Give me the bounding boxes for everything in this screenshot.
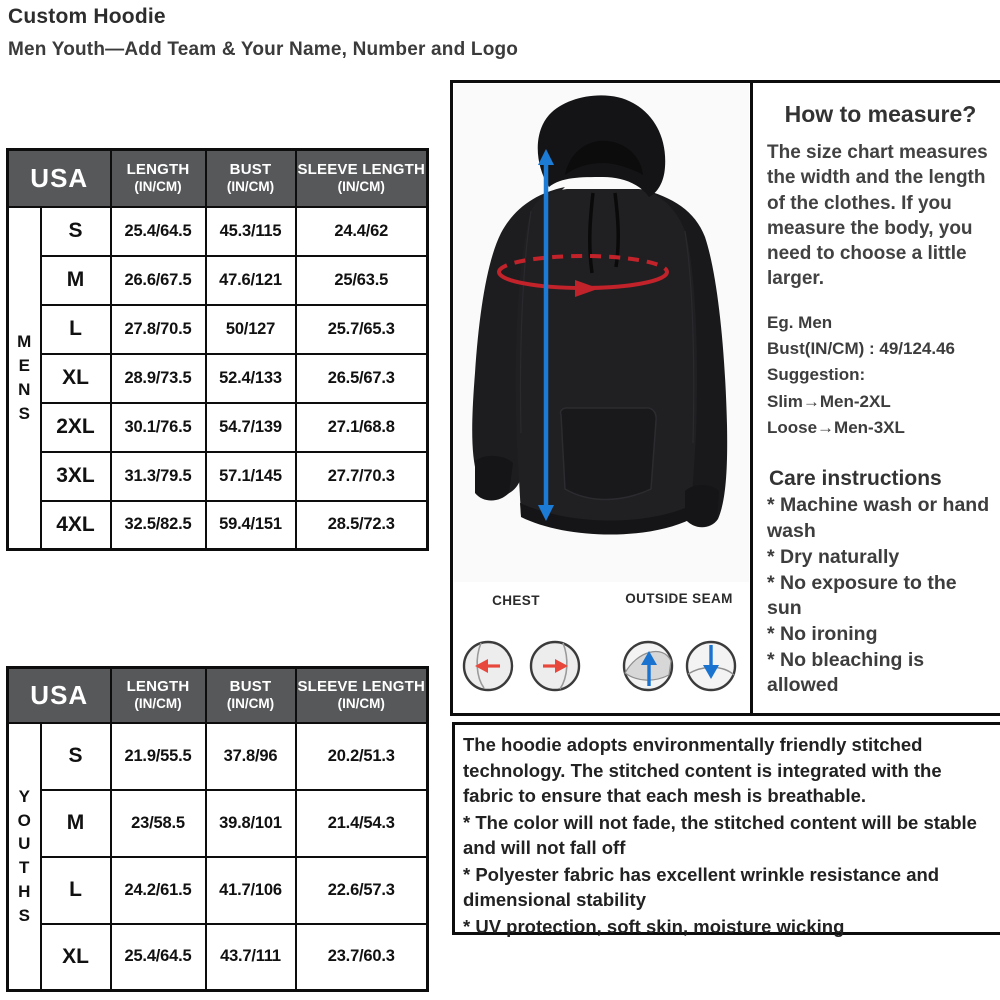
size-label: S <box>41 723 111 790</box>
chest-measure-icon-right <box>531 642 579 690</box>
hoodie-pocket <box>560 408 656 500</box>
bust-value: 39.8/101 <box>206 790 296 857</box>
care-item: * No bleaching is allowed <box>767 648 925 697</box>
hoodie-right-cuff <box>685 485 719 527</box>
mens-row-s <box>8 207 428 256</box>
youths-header-row <box>8 668 428 723</box>
col-length-unit: (IN/CM) <box>134 696 182 712</box>
length-value: 28.9/73.5 <box>111 354 206 403</box>
sleeve-value: 26.5/67.3 <box>296 354 428 403</box>
description-intro: The hoodie adopts environmentally friendly stitched technology. The stitched content is integrated with the fabric to ensure that each mesh is breathable. <box>463 734 942 807</box>
length-value: 23/58.5 <box>111 790 206 857</box>
measure-intro: The size chart measures the width and the length of the clothes. If you measure the body, you need to choose a little larger. <box>767 142 988 290</box>
product-description-panel <box>452 722 1000 935</box>
size-label: 2XL <box>41 403 111 452</box>
size-label: XL <box>41 354 111 403</box>
length-value: 30.1/76.5 <box>111 403 206 452</box>
sizing-example <box>767 310 994 442</box>
page-subtitle: Men Youth—Add Team & Your Name, Number and Logo <box>8 39 519 60</box>
youths-vertical-label-cell <box>8 723 41 991</box>
mens-col-usa: USA <box>8 150 111 207</box>
example-line: Slim→Men-2XL <box>767 391 891 411</box>
mens-row-3xl <box>8 452 428 501</box>
size-label: M <box>41 256 111 305</box>
outside-seam-label: OUTSIDE SEAM <box>625 591 733 606</box>
care-item: * No exposure to the sun <box>767 571 957 620</box>
care-instructions-title: Care instructions <box>769 467 942 491</box>
length-value: 32.5/82.5 <box>111 501 206 550</box>
size-label: L <box>41 857 111 924</box>
youths-vertical-label: YOUTHS <box>17 786 31 925</box>
length-value: 25.4/64.5 <box>111 924 206 991</box>
description-bullet: * UV protection, soft skin, moisture wicking <box>463 915 845 937</box>
mens-row-xl <box>8 354 428 403</box>
sleeve-value: 27.1/68.8 <box>296 403 428 452</box>
length-value: 27.8/70.5 <box>111 305 206 354</box>
length-value: 25.4/64.5 <box>111 207 206 256</box>
youths-size-chart <box>6 666 429 992</box>
mens-col-sleeve <box>296 150 428 207</box>
mens-row-m <box>8 256 428 305</box>
col-bust-unit: (IN/CM) <box>226 696 275 712</box>
sleeve-value: 20.2/51.3 <box>296 723 428 790</box>
bust-value: 43.7/111 <box>206 924 296 991</box>
hoodie-measurement-diagram <box>453 83 750 713</box>
chest-label: CHEST <box>492 593 540 608</box>
bust-value: 45.3/115 <box>206 207 296 256</box>
example-line: Eg. Men <box>767 312 833 332</box>
mens-vertical-label-cell <box>8 207 41 550</box>
measure-title: How to measure? <box>784 101 977 127</box>
mens-size-chart <box>6 148 429 551</box>
length-value: 26.6/67.5 <box>111 256 206 305</box>
page-title: Custom Hoodie <box>8 5 166 28</box>
sleeve-value: 23.7/60.3 <box>296 924 428 991</box>
chest-measure-icon-left <box>464 642 512 690</box>
length-value: 31.3/79.5 <box>111 452 206 501</box>
sleeve-value: 28.5/72.3 <box>296 501 428 550</box>
sleeve-value: 25/63.5 <box>296 256 428 305</box>
col-sleeve-unit: (IN/CM) <box>337 179 385 195</box>
mens-row-l <box>8 305 428 354</box>
mens-col-length <box>111 150 206 207</box>
size-label: 3XL <box>41 452 111 501</box>
col-length-unit: (IN/CM) <box>134 179 182 195</box>
col-sleeve-label: SLEEVE LENGTH <box>297 161 426 179</box>
sleeve-value: 27.7/70.3 <box>296 452 428 501</box>
hoodie-left-cuff <box>475 456 513 501</box>
mens-row-2xl <box>8 403 428 452</box>
col-bust-unit: (IN/CM) <box>226 179 275 195</box>
how-to-measure-panel <box>753 80 1000 716</box>
col-sleeve-unit: (IN/CM) <box>337 696 385 712</box>
col-bust-label: BUST <box>229 161 272 179</box>
col-sleeve-label: SLEEVE LENGTH <box>297 678 426 696</box>
size-label: M <box>41 790 111 857</box>
sleeve-value: 24.4/62 <box>296 207 428 256</box>
sleeve-value: 25.7/65.3 <box>296 305 428 354</box>
youths-row-m <box>8 790 428 857</box>
mens-col-bust <box>206 150 296 207</box>
youths-col-usa: USA <box>8 668 111 723</box>
description-bullet: * Polyester fabric has excellent wrinkle resistance and dimensional stability <box>463 863 940 911</box>
sleeve-value: 22.6/57.3 <box>296 857 428 924</box>
mens-header-row <box>8 150 428 207</box>
youths-col-length <box>111 668 206 723</box>
care-item: * Machine wash or hand wash <box>767 494 990 543</box>
size-label: 4XL <box>41 501 111 550</box>
bust-value: 50/127 <box>206 305 296 354</box>
youths-row-s <box>8 723 428 790</box>
youths-col-bust <box>206 668 296 723</box>
example-line: Bust(IN/CM) : 49/124.46 <box>767 338 955 358</box>
size-label: S <box>41 207 111 256</box>
example-line: Loose→Men-3XL <box>767 417 905 437</box>
bust-value: 41.7/106 <box>206 857 296 924</box>
mens-vertical-label: MENS <box>17 332 32 423</box>
bust-value: 59.4/151 <box>206 501 296 550</box>
length-value: 21.9/55.5 <box>111 723 206 790</box>
sleeve-value: 21.4/54.3 <box>296 790 428 857</box>
care-item: * No ironing <box>767 622 878 645</box>
bust-value: 47.6/121 <box>206 256 296 305</box>
bust-value: 57.1/145 <box>206 452 296 501</box>
col-length-label: LENGTH <box>126 161 190 179</box>
length-value: 24.2/61.5 <box>111 857 206 924</box>
col-bust-label: BUST <box>229 678 272 696</box>
size-label: XL <box>41 924 111 991</box>
youths-row-xl <box>8 924 428 991</box>
bust-value: 54.7/139 <box>206 403 296 452</box>
col-length-label: LENGTH <box>126 678 190 696</box>
youths-col-sleeve <box>296 668 428 723</box>
description-bullet: * The color will not fade, the stitched content will be stable and will not fall off <box>463 811 977 859</box>
hoodie-measurement-panel <box>450 80 753 716</box>
outside-seam-icon-up <box>624 642 672 690</box>
youths-row-l <box>8 857 428 924</box>
mens-row-4xl <box>8 501 428 550</box>
bust-value: 52.4/133 <box>206 354 296 403</box>
example-line: Suggestion: <box>767 365 866 385</box>
size-label: L <box>41 305 111 354</box>
bust-value: 37.8/96 <box>206 723 296 790</box>
outside-seam-icon-down <box>687 642 735 690</box>
care-item: * Dry naturally <box>767 545 900 568</box>
